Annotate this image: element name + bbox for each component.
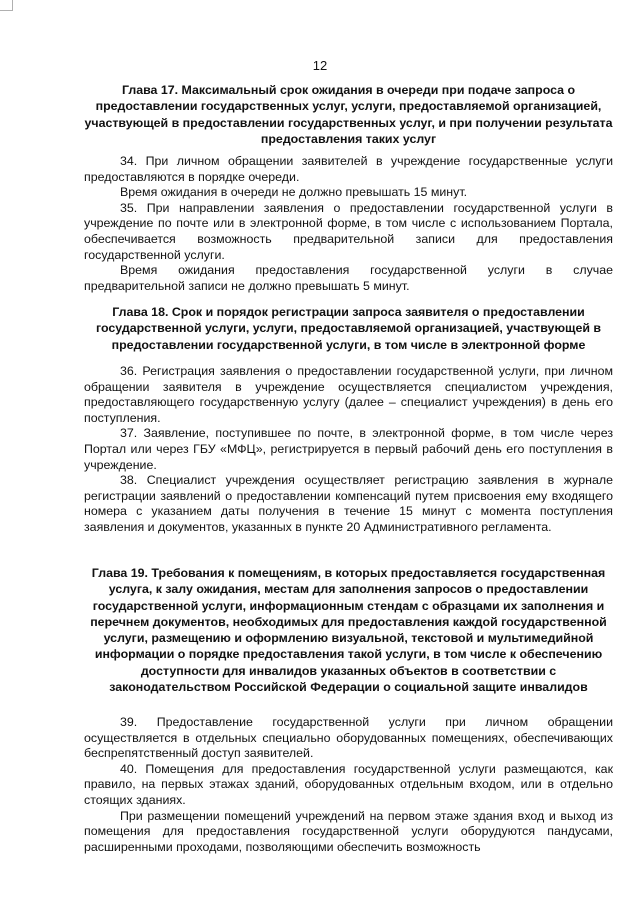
paragraph-38: 38. Специалист учреждения осуществляет регистрацию заявления в журнале регистрации заявлений о предоставлении компенсаций путем присвоения ему входящего номера с указанием даты получения в течение 15 минут с момента поступления заявления и документов, указанных в пункте 20 Административного регламента. — [84, 473, 613, 534]
chapter-18-body — [84, 364, 613, 536]
paragraph-35-wait: Время ожидания предоставления государственной услуги в случае предварительной записи не должно превышать 5 минут. — [84, 263, 613, 293]
page-number: 12 — [312, 58, 328, 73]
chapter-17-body — [84, 154, 613, 294]
page-corner-mark — [0, 0, 13, 11]
paragraph-37: 37. Заявление, поступившее по почте, в электронной форме, в том числе через Портал или через ГБУ «МФЦ», регистрируется в первый рабочий день его поступления в учреждение. — [84, 426, 613, 472]
chapter-19-body — [84, 715, 613, 855]
chapter-18 — [84, 304, 613, 353]
paragraph-39: 39. Предоставление государственной услуги при личном обращении осуществляется в отдельных специально оборудованных помещениях, обеспечивающих беспрепятственный доступ заявителей. — [84, 715, 613, 761]
paragraph-35: 35. При направлении заявления о предоставлении государственной услуги в учреждение по почте или в электронной форме, в том числе с использованием Портала, обеспечивается возможность предварительной записи для предоставления государственной услуги. — [84, 200, 613, 262]
chapter-17 — [84, 82, 613, 147]
chapter-17-heading: Глава 17. Максимальный срок ожидания в очереди при подаче запроса о предоставлении государственных услуг, услуги, предоставляемой организацией, участвующей в предоставлении государственных услуг, и при получении результата предоставления таких услуг — [84, 83, 613, 146]
paragraph-36: 36. Регистрация заявления о предоставлении государственной услуги, при личном обращении заявителя в учреждение осуществляется специалистом учреждения, предоставляющего государственную услугу (далее – специалист учреждения) в день его поступления. — [84, 364, 613, 425]
paragraph-34-wait: Время ожидания в очереди не должно превышать 15 минут. — [120, 185, 468, 200]
paragraph-40-placement: При размещении помещений учреждений на первом этаже здания вход и выход из помещения для предоставления государственной услуги оборудуются пандусами, расширенными проходами, позволяющими обеспечить возможность — [84, 808, 613, 854]
chapter-18-heading: Глава 18. Срок и порядок регистрации запроса заявителя о предоставлении государственной услуги, услуги, предоставляемой организацией, участвующей в предоставлении государственной услуги, в том числе в электронной форме — [95, 305, 602, 352]
chapter-19-heading: Глава 19. Требования к помещениям, в которых предоставляется государственная услуга, к залу ожидания, местам для заполнения запросов о предоставлении государственной услуги, информационным стендам с образцами их заполнения и перечнем документов, необходимых для предоставления каждой государственной услуги, размещению и оформлению визуальной, текстовой и мультимедийной информации о порядке предоставления такой услуги, в том числе к обеспечению доступности для инвалидов указанных объектов в соответствии с законодательством Российской Федерации о социальной защите инвалидов — [90, 566, 607, 695]
paragraph-34: 34. При личном обращении заявителей в учреждение государственные услуги предоставляются в порядке очереди. — [84, 154, 613, 184]
chapter-19 — [84, 565, 613, 695]
paragraph-40: 40. Помещения для предоставления государственной услуги размещаются, как правило, на первых этажах зданий, оборудованных отдельным входом, или в отдельно стоящих зданиях. — [84, 761, 613, 807]
